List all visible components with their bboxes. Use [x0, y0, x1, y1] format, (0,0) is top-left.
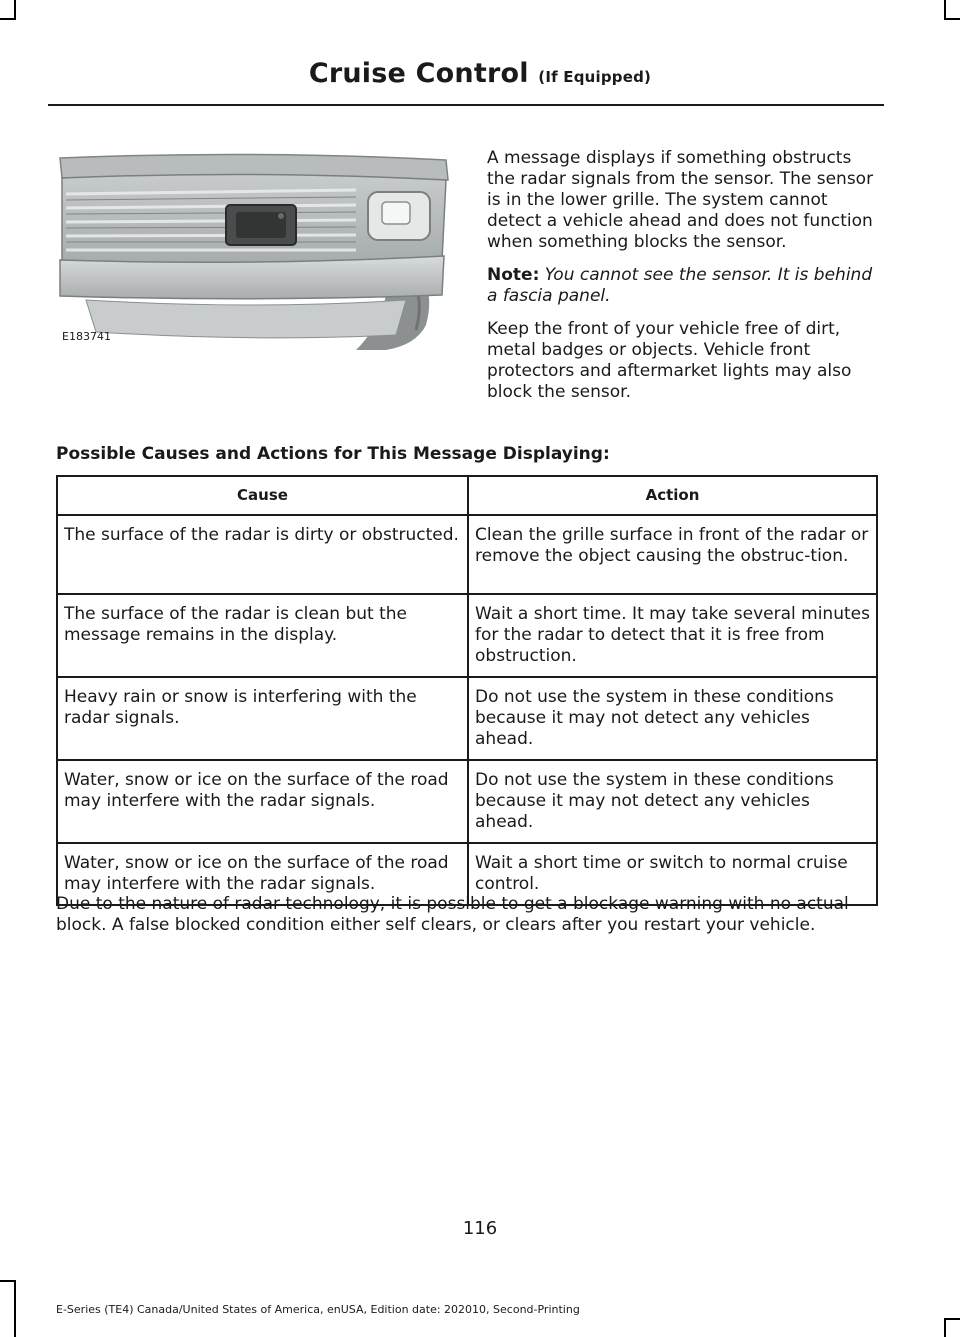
intro-text-column: [487, 148, 882, 415]
footer-paragraph: Due to the nature of radar technology, it is possible to get a blockage warning with no actual block. A false blocked condition either self clears, or clears after you restart your vehicle.: [56, 894, 849, 935]
intro-paragraph: A message displays if something obstructs the radar signals from the sensor. The sensor is in the lower grille. The system cannot detect a vehicle ahead and does not function when something blocks the sensor.: [487, 148, 874, 252]
edition-info: E-Series (TE4) Canada/United States of America, enUSA, Edition date: 202010, Second-Printing: [56, 1303, 580, 1316]
causes-actions-table: [56, 475, 878, 906]
page-number: 116: [462, 1218, 498, 1239]
header-divider: [48, 104, 884, 106]
crop-mark: [944, 1318, 946, 1337]
cause-cell: The surface of the radar is clean but the message remains in the display.: [57, 594, 468, 677]
note-paragraph: [487, 265, 882, 307]
advice-paragraph: Keep the front of your vehicle free of dirt, metal badges or objects. Vehicle front protectors and aftermarket lights may also block the sensor.: [487, 319, 852, 402]
cause-cell: Water, snow or ice on the surface of the road may interfere with the radar signals.: [57, 843, 468, 905]
section-heading: Possible Causes and Actions for This Message Displaying:: [56, 444, 610, 464]
front-grille-illustration: [56, 150, 456, 350]
action-cell: Do not use the system in these conditions because it may not detect any vehicles ahead.: [468, 677, 877, 760]
action-cell: Wait a short time. It may take several minutes for the radar to detect that it is free from obstruction.: [468, 594, 877, 677]
note-label: Note:: [487, 265, 540, 285]
cause-cell: Heavy rain or snow is interfering with the radar signals.: [57, 677, 468, 760]
crop-mark: [944, 1318, 960, 1320]
page-title: [0, 58, 960, 89]
table-header-row: [57, 476, 877, 515]
page-title-subtitle: (If Equipped): [538, 68, 652, 86]
table-row: [57, 594, 877, 677]
crop-mark: [0, 1280, 16, 1282]
crop-mark: [944, 0, 946, 20]
crop-mark: [0, 18, 16, 20]
crop-mark: [944, 18, 960, 20]
column-header-action: Action: [468, 476, 877, 515]
table-row: [57, 677, 877, 760]
action-cell: Do not use the system in these conditions because it may not detect any vehicles ahead.: [468, 760, 877, 843]
cause-cell: Water, snow or ice on the surface of the road may interfere with the radar signals.: [57, 760, 468, 843]
crop-mark: [14, 1280, 16, 1337]
action-cell: Clean the grille surface in front of the radar or remove the object causing the obstruc-tion.: [468, 515, 877, 594]
crop-mark: [14, 0, 16, 20]
page-title-main: Cruise Control: [308, 58, 529, 89]
table-row: [57, 760, 877, 843]
figure-label: E183741: [62, 330, 111, 343]
action-cell: Wait a short time or switch to normal cruise control.: [468, 843, 877, 905]
column-header-cause: Cause: [57, 476, 468, 515]
table-row: [57, 515, 877, 594]
note-text: You cannot see the sensor. It is behind a fascia panel.: [487, 265, 873, 306]
cause-cell: The surface of the radar is dirty or obstructed.: [57, 515, 468, 594]
